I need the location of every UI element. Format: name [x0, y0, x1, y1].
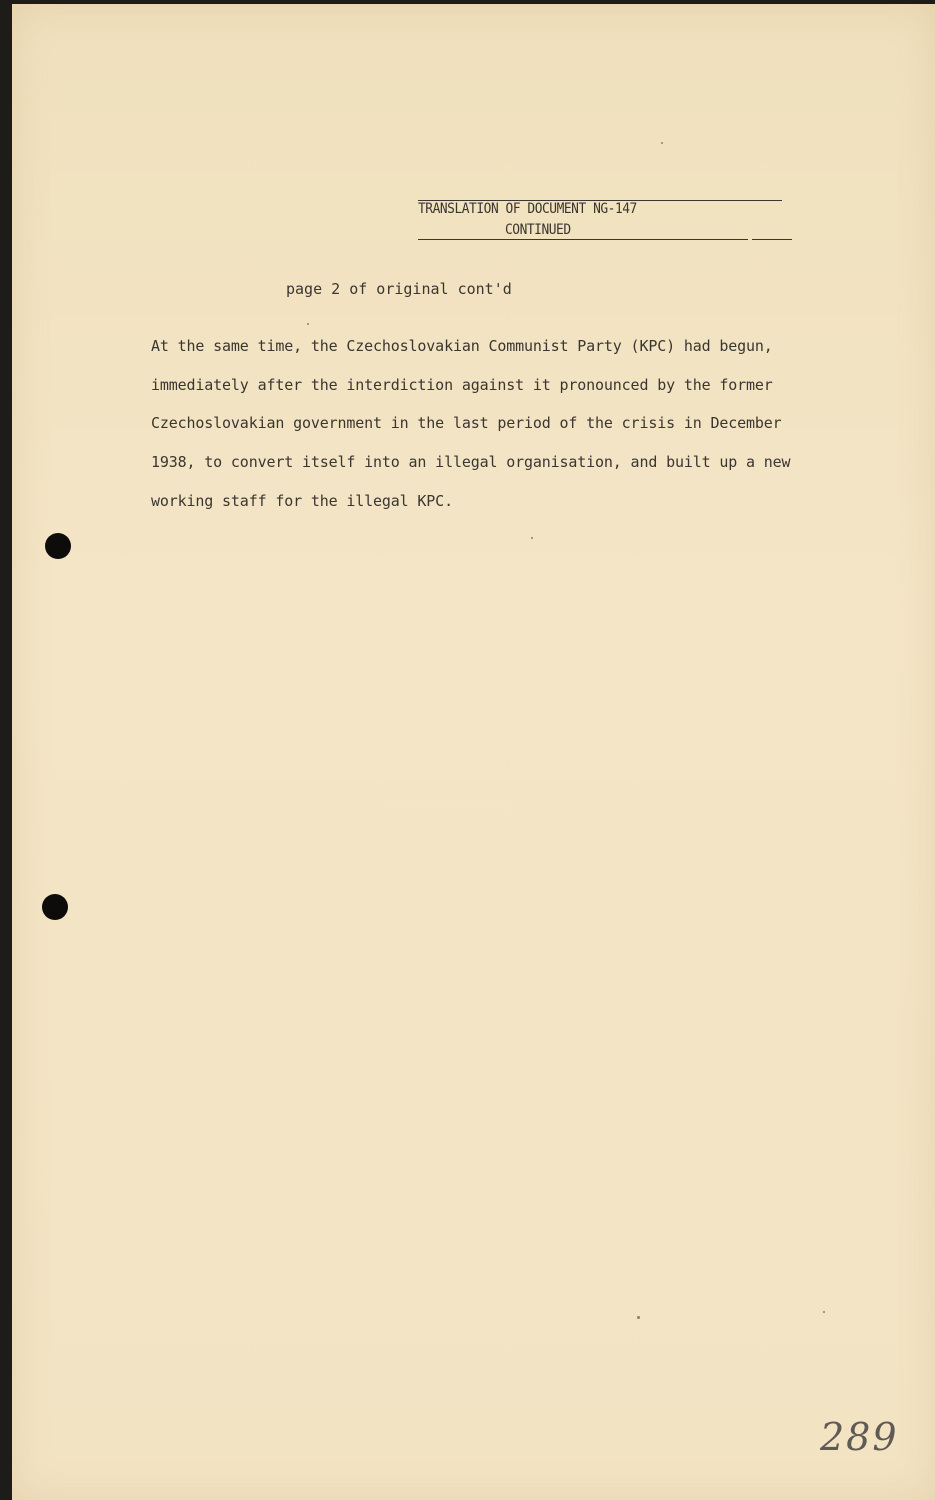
paper-speck	[661, 142, 663, 144]
handwritten-page-number: 289	[820, 1415, 899, 1459]
body-line: 1938, to convert itself into an illegal organisation, and built up a new	[151, 453, 791, 471]
page-reference: page 2 of original cont'd	[286, 280, 512, 298]
paper-speck	[637, 1316, 640, 1319]
header-bottom-rule	[418, 239, 748, 240]
paper-speck	[307, 323, 309, 325]
body-line: immediately after the interdiction against it pronounced by the former	[151, 376, 773, 394]
paper-sheet	[12, 4, 935, 1500]
body-line: At the same time, the Czechoslovakian Communist Party (KPC) had begun,	[151, 337, 773, 355]
punch-hole-lower	[42, 894, 68, 920]
header-bottom-rule-extension	[752, 239, 792, 240]
document-title: TRANSLATION OF DOCUMENT NG-147	[418, 201, 637, 217]
paper-speck	[823, 1311, 825, 1313]
document-subtitle: CONTINUED	[505, 222, 571, 238]
body-line: working staff for the illegal KPC.	[151, 492, 453, 510]
body-line: Czechoslovakian government in the last period of the crisis in December	[151, 414, 782, 432]
punch-hole-upper	[45, 533, 71, 559]
paper-speck	[531, 537, 533, 539]
